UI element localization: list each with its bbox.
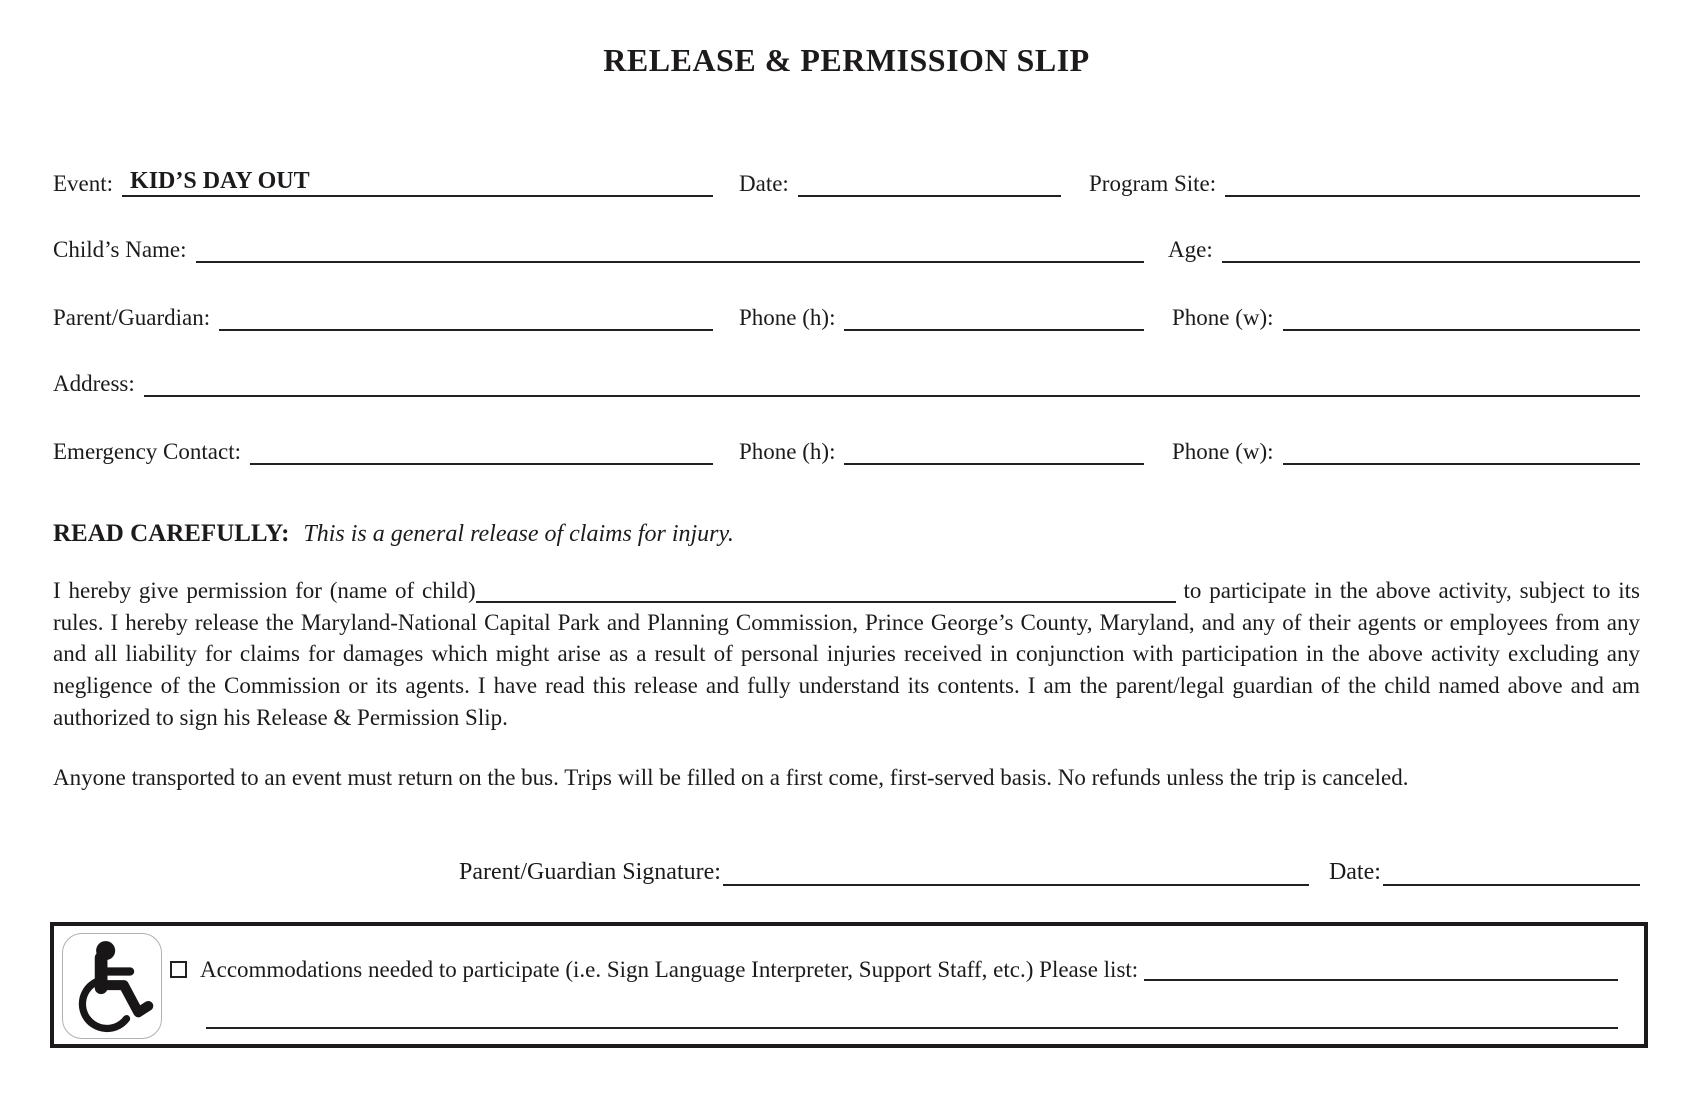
child-name-label: Child’s Name: [53, 237, 187, 262]
read-carefully-heading: READ CAREFULLY: [53, 520, 290, 547]
address-input-line[interactable] [144, 391, 1640, 397]
form-row-child [53, 225, 1640, 263]
signature-label: Parent/Guardian Signature: [459, 858, 721, 885]
signature-date-label: Date: [1328, 858, 1381, 885]
signature-row [53, 848, 1640, 886]
accommodations-text: Accommodations needed to participate (i.e. Sign Language Interpreter, Support Staff, etc.) Please list: [200, 956, 1139, 982]
parent-guardian-field [53, 305, 713, 331]
accommodations-box [50, 922, 1648, 1048]
phone-home-input-line[interactable] [844, 325, 1144, 331]
wheelchair-accessibility-icon [62, 933, 162, 1039]
emergency-phone-home-label: Phone (h): [739, 439, 836, 464]
emergency-phone-home-field [739, 439, 1144, 465]
emergency-contact-input-line[interactable] [250, 459, 713, 465]
event-value: KID’S DAY OUT [130, 168, 310, 194]
accommodations-content [170, 926, 1644, 1029]
emergency-phone-work-input-line[interactable] [1283, 459, 1640, 465]
phone-work-input-line[interactable] [1283, 325, 1640, 331]
address-label: Address: [53, 371, 135, 396]
emergency-contact-field [53, 439, 713, 465]
form-row-event [53, 159, 1640, 197]
event-label: Event: [53, 171, 114, 196]
phone-home-label: Phone (h): [739, 305, 836, 330]
release-paragraph [53, 575, 1640, 734]
date-label: Date: [739, 171, 789, 196]
accommodations-list-input-line[interactable] [1144, 975, 1618, 981]
program-site-label: Program Site: [1089, 171, 1217, 196]
event-input-line[interactable] [122, 168, 713, 197]
address-field [53, 371, 1640, 397]
event-field [53, 168, 713, 197]
phone-work-label: Phone (w): [1172, 305, 1274, 330]
emergency-phone-work-label: Phone (w): [1172, 439, 1274, 464]
child-name-input-line[interactable] [196, 257, 1144, 263]
emergency-contact-label: Emergency Contact: [53, 439, 241, 464]
form-row-parent [53, 293, 1640, 331]
program-site-field [1089, 171, 1640, 197]
signature-date-input-line[interactable] [1383, 880, 1640, 886]
program-site-input-line[interactable] [1225, 191, 1640, 197]
read-carefully-note: This is a general release of claims for injury. [303, 521, 734, 547]
bus-policy-note: Anyone transported to an event must return on the bus. Trips will be filled on a first come, first-served basis. No refunds unless the trip is canceled. [53, 764, 1409, 790]
age-input-line[interactable] [1222, 257, 1640, 263]
emergency-phone-home-input-line[interactable] [844, 459, 1144, 465]
page-title: RELEASE & PERMISSION SLIP [603, 42, 1090, 78]
child-name-inline-blank[interactable] [476, 578, 1176, 603]
emergency-phone-work-field [1172, 439, 1640, 465]
parent-guardian-input-line[interactable] [219, 325, 713, 331]
date-input-line[interactable] [798, 191, 1061, 197]
permission-prefix: I hereby give permission for (name of child) [53, 578, 476, 603]
accommodations-row [170, 926, 1644, 984]
accommodations-list-input-line-2[interactable] [206, 1027, 1618, 1029]
read-carefully-row [53, 519, 1640, 549]
accommodations-checkbox[interactable] [170, 961, 187, 978]
phone-work-field [1172, 305, 1640, 331]
age-label: Age: [1168, 237, 1213, 262]
phone-home-field [739, 305, 1144, 331]
parent-guardian-label: Parent/Guardian: [53, 305, 211, 330]
form-row-emergency [53, 427, 1640, 465]
child-name-field [53, 237, 1144, 263]
permission-suffix: to participate in the above activity, subject to its rules. I hereby release the Maryland-National Capital Park and Planning Commission, Prince George’s County, Maryland, and any of their agents or employees from any and all liability for claims for damages which might arise as a result of personal injuries received in conjunction with participation in the above activity excluding any negligence of the Commission or its agents. I have read this release and fully understand its contents. I am the parent/legal guardian of the child named above and am authorized to sign his Release & Permission Slip. [53, 578, 1641, 730]
age-field [1168, 237, 1640, 263]
form-row-address [53, 359, 1640, 397]
signature-input-line[interactable] [723, 880, 1309, 886]
date-field [739, 171, 1061, 197]
